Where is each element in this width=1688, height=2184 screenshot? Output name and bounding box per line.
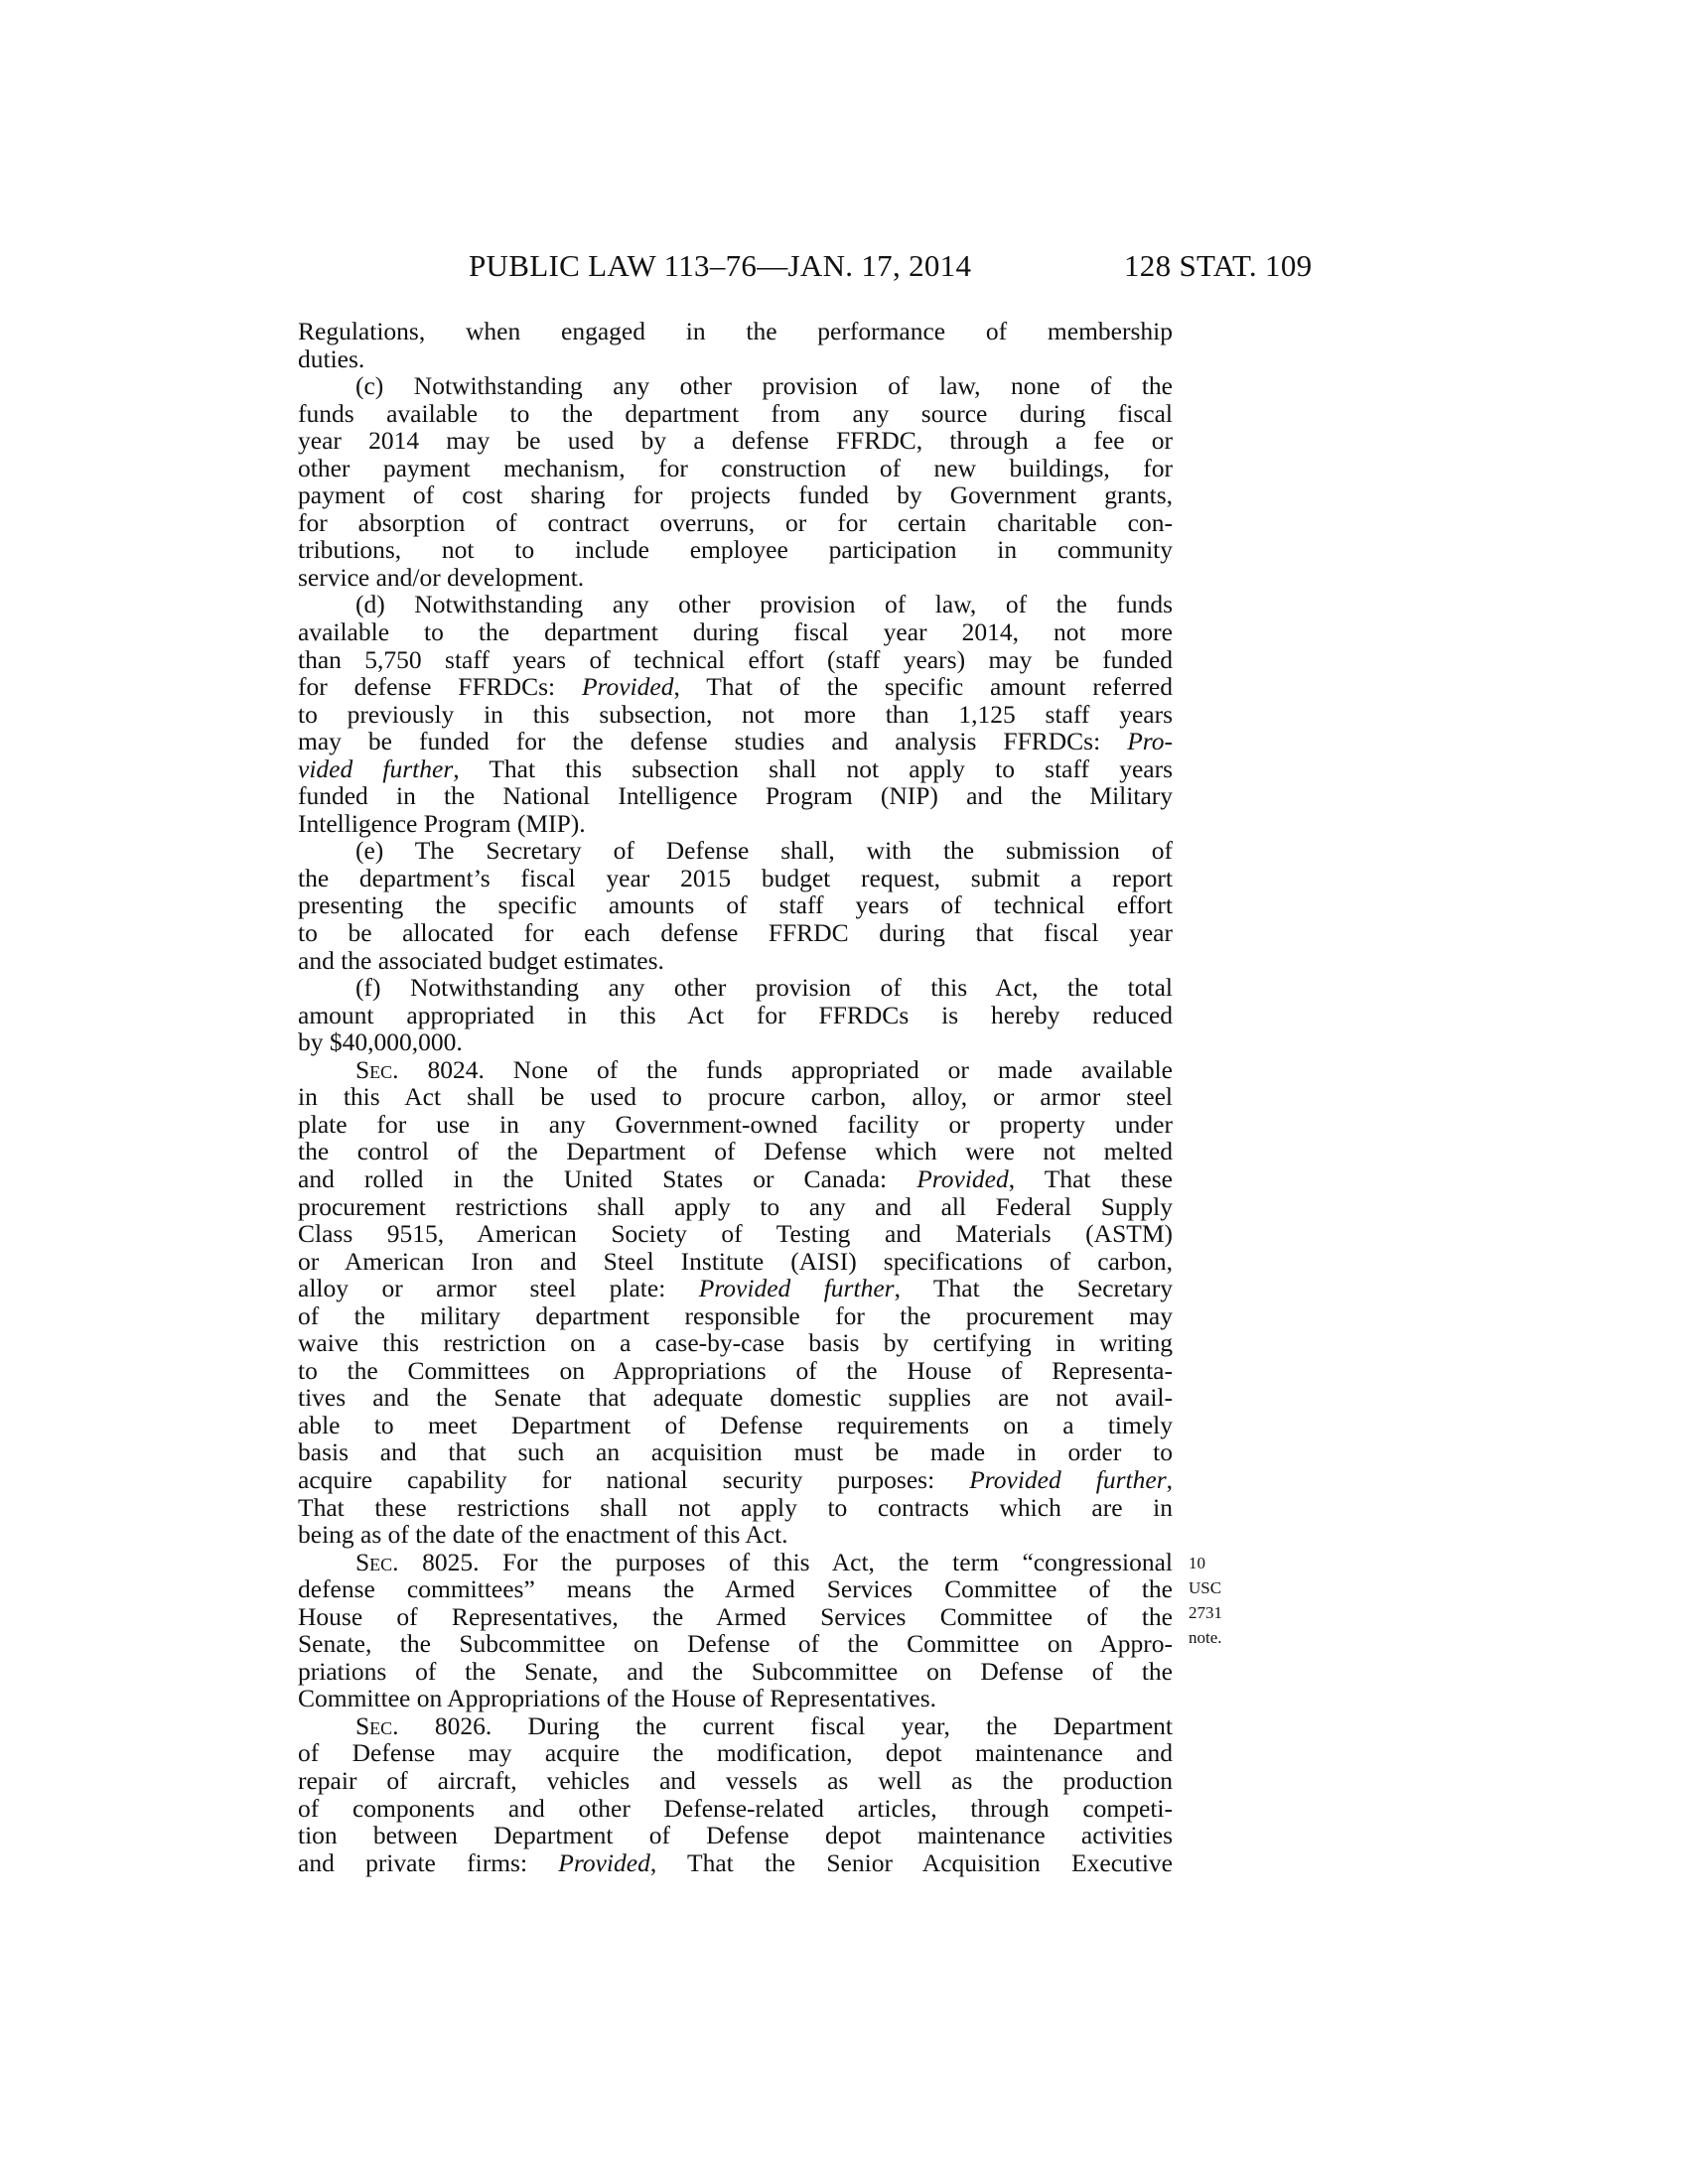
text-line	[298, 618, 1173, 646]
text-line	[298, 1466, 1173, 1494]
text-line	[298, 1712, 1173, 1740]
text-line	[298, 1002, 1173, 1029]
text-line	[298, 427, 1173, 455]
text-line	[298, 1193, 1173, 1221]
text-line	[298, 1767, 1173, 1795]
text-segment: plate for use in any Government-owned facility or property under	[298, 1109, 1173, 1139]
text-segment: Intelligence Program (MIP).	[298, 808, 586, 838]
section-label: Sec.	[355, 1054, 399, 1084]
text-line	[298, 1521, 1173, 1549]
section-label: Sec.	[355, 1710, 399, 1740]
statute-body-text	[298, 317, 1222, 1877]
text-segment: for defense FFRDCs:	[298, 672, 582, 702]
text-line	[298, 1329, 1173, 1357]
text-line	[298, 1138, 1173, 1165]
text-line	[298, 1302, 1173, 1330]
text-line	[298, 1603, 1173, 1631]
text-segment: amount appropriated in this Act for FFRDCs is hereby reduced	[298, 1000, 1173, 1029]
text-line	[298, 919, 1173, 947]
text-line	[298, 810, 1173, 838]
text-segment: tives and the Senate that adequate domestic supplies are not avail-	[298, 1383, 1173, 1413]
text-segment: acquire capability for national security purposes:	[298, 1464, 970, 1494]
text-segment: 8026. During the current fiscal year, the Department	[398, 1710, 1173, 1740]
text-line	[298, 591, 1173, 618]
text-segment: than 5,750 staff years of technical effort (staff years) may be funded	[298, 644, 1173, 674]
text-line	[298, 1822, 1173, 1849]
text-line	[298, 1630, 1173, 1658]
text-segment: priations of the Senate, and the Subcommittee on Defense of the	[298, 1656, 1173, 1686]
text-line	[298, 372, 1173, 400]
text-line	[298, 974, 1173, 1002]
italic-proviso: vided further	[298, 753, 454, 783]
text-segment: Class 9515, American Society of Testing and Materials (ASTM)	[298, 1219, 1173, 1249]
text-line	[298, 1384, 1173, 1412]
text-segment: being as of the date of the enactment of this Act.	[298, 1520, 788, 1550]
section-label: Sec.	[355, 1547, 399, 1576]
text-segment: tion between Department of Defense depot maintenance activities	[298, 1821, 1173, 1850]
text-line	[298, 1220, 1173, 1248]
text-segment: , That of the specific amount referred	[673, 672, 1173, 702]
text-segment: may be funded for the defense studies and analysis FFRDCs:	[298, 727, 1128, 756]
text-segment: payment of cost sharing for projects funded by Government grants,	[298, 480, 1173, 510]
text-line	[298, 318, 1173, 345]
text-line	[298, 509, 1173, 537]
text-segment: funded in the National Intelligence Program (NIP) and the Military	[298, 781, 1173, 811]
text-segment: (f) Notwithstanding any other provision of this Act, the total	[355, 973, 1173, 1003]
text-segment: and the associated budget estimates.	[298, 945, 664, 975]
text-line	[298, 1357, 1173, 1385]
text-segment: to be allocated for each defense FFRDC during that fiscal year	[298, 918, 1173, 948]
text-segment: presenting the specific amounts of staff years of technical effort	[298, 890, 1173, 920]
text-segment: of the military department responsible for the procurement may	[298, 1300, 1173, 1330]
text-segment: 8024. None of the funds appropriated or made available	[398, 1054, 1173, 1084]
text-segment: the department’s fiscal year 2015 budget request, submit a report	[298, 863, 1173, 892]
text-segment: able to meet Department of Defense requirements on a timely	[298, 1410, 1173, 1439]
text-line	[298, 1494, 1173, 1522]
text-segment: to the Committees on Appropriations of the House of Representa-	[298, 1355, 1173, 1385]
text-line	[298, 646, 1173, 674]
text-line	[298, 345, 1173, 373]
italic-proviso: Provided	[581, 672, 674, 702]
text-line	[298, 400, 1173, 428]
text-line	[298, 455, 1173, 482]
text-segment: tributions, not to include employee participation in community	[298, 535, 1173, 565]
text-segment: waive this restriction on a case-by-case basis by certifying in writing	[298, 1328, 1173, 1358]
text-line	[298, 865, 1173, 892]
text-line	[298, 837, 1173, 865]
text-segment: 8025. For the purposes of this Act, the term “congressional	[398, 1547, 1173, 1576]
text-line	[298, 1658, 1173, 1686]
text-line	[298, 481, 1173, 509]
italic-proviso: Pro-	[1127, 727, 1173, 756]
text-line	[298, 1083, 1173, 1111]
text-segment: alloy or armor steel plate:	[298, 1274, 699, 1303]
text-line	[298, 755, 1173, 783]
text-segment: Regulations, when engaged in the performance of membership	[298, 317, 1173, 345]
text-line	[298, 673, 1173, 701]
italic-proviso: Provided	[916, 1163, 1009, 1193]
italic-proviso: Provided	[558, 1847, 650, 1877]
italic-proviso: Provided further	[969, 1464, 1167, 1494]
text-segment: Committee on Appropriations of the House of Representatives.	[298, 1684, 937, 1713]
text-segment: or American Iron and Steel Institute (AISI) specifications of carbon,	[298, 1246, 1173, 1276]
text-segment: and private firms:	[298, 1847, 559, 1877]
text-line	[298, 1685, 1173, 1712]
text-segment: procurement restrictions shall apply to any and all Federal Supply	[298, 1191, 1173, 1221]
text-line	[298, 564, 1173, 592]
text-segment: , That the Senior Acquisition Executive	[649, 1847, 1173, 1877]
text-segment: , That these	[1008, 1163, 1173, 1193]
text-segment: repair of aircraft, vehicles and vessels as well as the production	[298, 1765, 1173, 1795]
text-segment: funds available to the department from any source during fiscal	[298, 398, 1173, 428]
text-segment: of components and other Defense-related articles, through competi-	[298, 1793, 1173, 1823]
text-segment: the control of the Department of Defense which were not melted	[298, 1137, 1173, 1166]
text-segment: House of Representatives, the Armed Services Committee of the	[298, 1601, 1173, 1631]
text-segment: defense committees” means the Armed Services Committee of the	[298, 1574, 1173, 1604]
italic-proviso: Provided further	[698, 1274, 895, 1303]
text-segment: and rolled in the United States or Canada:	[298, 1163, 917, 1193]
text-segment: Senate, the Subcommittee on Defense of the Committee on Appro-	[298, 1629, 1173, 1659]
text-line	[298, 1111, 1173, 1139]
text-line	[298, 891, 1173, 919]
text-line	[298, 1248, 1173, 1276]
text-line	[298, 1575, 1173, 1603]
text-line	[298, 1275, 1173, 1302]
text-line	[298, 1739, 1173, 1767]
text-segment: duties.	[298, 343, 365, 373]
running-header-title: PUBLIC LAW 113–76—JAN. 17, 2014	[469, 248, 972, 283]
text-segment: available to the department during fiscal year 2014, not more	[298, 617, 1173, 647]
text-line	[298, 1795, 1173, 1823]
text-segment: ,	[1166, 1464, 1174, 1494]
text-segment: of Defense may acquire the modification, depot maintenance and	[298, 1738, 1173, 1768]
text-line	[298, 1165, 1173, 1193]
text-segment: basis and that such an acquisition must be made in order to	[298, 1437, 1173, 1467]
text-segment: , That this subsection shall not apply to staff years	[453, 753, 1173, 783]
text-segment: for absorption of contract overruns, or for certain charitable con-	[298, 507, 1173, 537]
text-segment: to previously in this subsection, not more than 1,125 staff years	[298, 699, 1173, 729]
text-segment: service and/or development.	[298, 562, 585, 592]
text-segment: other payment mechanism, for construction of new buildings, for	[298, 453, 1173, 482]
text-line	[298, 1438, 1173, 1466]
text-segment: , That the Secretary	[894, 1274, 1173, 1303]
page-stat-citation: 128 STAT. 109	[1124, 248, 1313, 283]
text-line	[298, 728, 1173, 755]
text-segment: (d) Notwithstanding any other provision of law, of the funds	[355, 590, 1173, 619]
text-line	[298, 701, 1173, 729]
text-line	[298, 947, 1173, 975]
text-line	[298, 1849, 1173, 1877]
text-segment: year 2014 may be used by a defense FFRDC, through a fee or	[298, 426, 1173, 456]
text-line	[298, 782, 1173, 810]
text-line	[298, 536, 1173, 564]
text-line	[298, 1056, 1173, 1084]
text-segment: (c) Notwithstanding any other provision of law, none of the	[355, 371, 1173, 401]
text-segment: by $40,000,000.	[298, 1027, 463, 1057]
text-line	[298, 1028, 1173, 1056]
margin-note: 10 USC 2731 note.	[1189, 1553, 1222, 1647]
text-segment: That these restrictions shall not apply to contracts which are in	[298, 1492, 1173, 1522]
text-line	[298, 1412, 1173, 1439]
text-segment: (e) The Secretary of Defense shall, with the submission of	[355, 836, 1173, 866]
text-segment: in this Act shall be used to procure carbon, alloy, or armor steel	[298, 1082, 1173, 1112]
